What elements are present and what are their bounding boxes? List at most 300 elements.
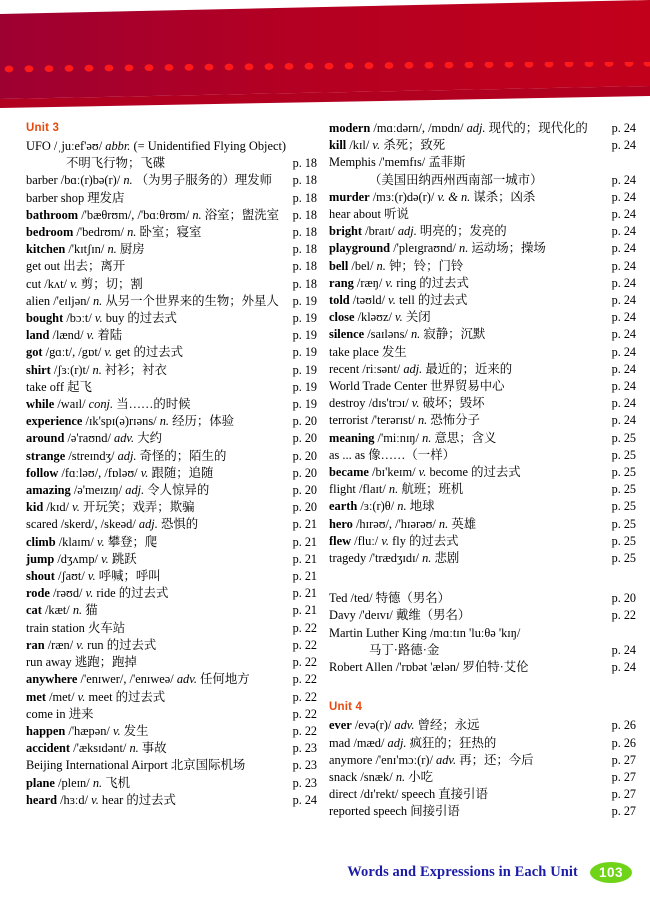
entry-part-of-speech: v. [77, 689, 86, 704]
unit-heading-unit-4: Unit 4 [329, 701, 363, 714]
entry-part-of-speech: v. [76, 637, 84, 652]
unit-heading-unit-3: Unit 3 [26, 122, 60, 134]
entry-headword: happen [26, 723, 66, 738]
entry-page-reference: p. 27 [611, 752, 636, 767]
entry-phonetic: /bɑː(r)bə(r)/ [60, 173, 121, 188]
entry-phonetic: /bel/ [351, 258, 374, 273]
entry-part-of-speech: v. [86, 328, 95, 343]
entry-text [329, 430, 496, 447]
entry-text [26, 448, 226, 465]
glossary-entry [26, 792, 317, 809]
entry-page-reference: p. 20 [292, 431, 317, 446]
entry-phonetic: /'miːnɪŋ/ [377, 430, 419, 445]
entry-headword: strange [26, 448, 66, 463]
entry-text [329, 607, 470, 624]
entry-headword: bedroom [26, 225, 74, 240]
entry-headword: Davy [329, 608, 356, 623]
entry-phonetic: /'hæpən/ [68, 723, 110, 738]
entry-gloss: 恐怖分子 [430, 413, 480, 428]
entry-headword: direct [329, 787, 358, 802]
entry-part-of-speech: v. [72, 500, 80, 515]
entry-phonetic: /fluː/ [354, 533, 379, 548]
entry-gloss: 世界贸易中心 [430, 379, 505, 394]
entry-gloss: 航班；班机 [401, 482, 464, 497]
entry-gloss: 出去；离开 [63, 259, 126, 274]
entry-text [26, 757, 245, 774]
entry-part-of-speech: v. [91, 792, 99, 807]
entry-part-of-speech: n. [422, 430, 432, 445]
entry-text [26, 413, 234, 430]
entry-headword: mad [329, 735, 351, 750]
entry-headword: shout [26, 569, 55, 584]
entry-gloss: 关闭 [405, 310, 431, 325]
name-list-spacer [329, 567, 636, 590]
entry-gloss: 不明飞行物；飞碟 [66, 156, 166, 171]
entry-headword: cat [26, 603, 42, 618]
entry-headword: Beijing International Airport [26, 758, 168, 773]
entry-page-reference: p. 26 [611, 718, 636, 733]
glossary-entry [26, 396, 317, 413]
glossary-entry [329, 223, 636, 240]
entry-part-of-speech: n. [92, 362, 102, 377]
glossary-entry [329, 378, 636, 395]
entry-text [26, 499, 194, 516]
entry-phonetic: /'bæθrʊm/, /'bɑːθrʊm/ [81, 207, 190, 222]
glossary-entry [26, 516, 317, 533]
entry-part-of-speech: n. [417, 413, 428, 428]
entry-headword: experience [26, 414, 83, 429]
entry-phonetic: /pleɪn/ [58, 775, 90, 790]
entry-headword: bathroom [26, 207, 79, 222]
entry-phonetic: /rəʊd/ [52, 586, 83, 601]
entry-phonetic: /ə'meɪzɪŋ/ [73, 483, 123, 498]
entry-gloss: 任何地方 [200, 672, 250, 687]
glossary-entry [26, 430, 317, 447]
entry-phonetic: /mɑːdərn/, /mɒdn/ [373, 121, 464, 135]
entry-part-of-speech: n. [410, 327, 421, 342]
entry-text [26, 740, 167, 757]
entry-text [329, 258, 463, 275]
entry-page-reference: p. 20 [611, 591, 636, 606]
entry-text [329, 344, 407, 361]
entry-part-of-speech: v. [94, 311, 103, 326]
entry-phonetic: /gɑːt/, /gɒt/ [45, 345, 102, 360]
entry-gloss: 跳跃 [111, 551, 137, 566]
entry-text [329, 206, 409, 223]
entry-headword: earth [329, 499, 358, 514]
entry-page-reference: p. 24 [611, 207, 636, 222]
entry-gloss: 呼喊；呼叫 [98, 569, 161, 584]
glossary-entry [26, 499, 317, 516]
entry-gloss: 寂静；沉默 [423, 327, 486, 342]
entry-text [26, 689, 165, 706]
glossary-entry [26, 327, 317, 344]
entry-page-reference: p. 27 [611, 787, 636, 802]
entry-gloss: 厨房 [119, 242, 145, 257]
entry-text [329, 786, 488, 803]
entry-headword: run away [26, 655, 72, 670]
entry-part-of-speech: adj. [466, 121, 486, 135]
entry-page-reference: p. 18 [292, 259, 317, 274]
entry-headword: cut [26, 276, 42, 291]
entry-headword: rode [26, 586, 50, 601]
entry-page-reference: p. 21 [292, 517, 317, 532]
entry-gloss: 间接引语 [410, 804, 460, 819]
entry-phonetic: /waɪl/ [57, 397, 86, 412]
entry-gloss: 经历；体验 [172, 414, 235, 429]
entry-phonetic: /'enɪwer/, /'enɪweə/ [80, 672, 174, 687]
entry-part-of-speech: adj. [397, 224, 417, 239]
entry-page-reference: p. 24 [611, 224, 636, 239]
page-footer [0, 859, 650, 885]
entry-page-reference: p. 25 [611, 499, 636, 514]
entry-phonetic: /bɔːt/ [66, 311, 92, 326]
entry-part-of-speech: adj. [138, 517, 158, 532]
entry-headword: plane [26, 775, 55, 790]
entry-headword: hear about [329, 207, 381, 222]
entry-headword: barber [26, 173, 58, 188]
entry-part-of-speech: v. & n. [437, 189, 471, 204]
entry-part-of-speech: n. [92, 293, 103, 308]
entry-headword: alien [26, 293, 51, 308]
entry-headword: modern [329, 121, 371, 135]
entry-headword: told [329, 293, 350, 308]
entry-part-of-speech: adv. [394, 718, 415, 733]
entry-phonetic: /met/ [49, 689, 75, 704]
entry-text [329, 717, 480, 734]
entry-gloss: 事故 [141, 741, 167, 756]
entry-headword: train station [26, 620, 85, 635]
entry-phonetic: /'terərɪst/ [371, 413, 415, 428]
glossary-entry [26, 620, 317, 637]
entry-text [329, 189, 535, 206]
entry-part-of-speech: v. [385, 275, 394, 290]
entry-gloss: 再；还；今后 [459, 752, 534, 767]
entry-page-reference: p. 25 [611, 533, 636, 548]
entry-headword: destroy [329, 396, 366, 411]
entry-text [26, 190, 124, 207]
banner-dot-row [0, 62, 650, 76]
entry-part-of-speech: adj. [125, 483, 145, 498]
entry-phonetic: /ted/ [350, 591, 373, 606]
entry-phonetic: /ɪk'spɪ(ə)rɪəns/ [85, 414, 157, 429]
entry-headword: silence [329, 327, 365, 342]
glossary-entry [26, 585, 317, 602]
entry-gloss: 疯狂的；狂热的 [409, 735, 497, 750]
entry-phonetic: /dɪs'trɔɪ/ [368, 396, 409, 411]
entry-text [26, 671, 250, 688]
entry-gloss: （为男子服务的）理发师 [135, 173, 273, 188]
entry-page-reference: p. 23 [292, 758, 317, 773]
entry-phonetic: /saɪləns/ [367, 327, 408, 342]
entry-text [329, 378, 505, 395]
entry-phonetic: /kʌt/ [44, 276, 67, 291]
entry-phonetic: /mɑːtɪn 'luːθə 'kɪŋ/ [429, 625, 521, 640]
entry-text [26, 706, 93, 723]
glossary-entry [26, 138, 317, 155]
glossary-entry [329, 430, 636, 447]
entry-phonetic: /braɪt/ [365, 224, 395, 239]
entry-gloss: 杀死；致死 [383, 138, 446, 153]
entry-gloss: 理发店 [87, 190, 125, 205]
entry-page-reference: p. 24 [611, 642, 636, 657]
entry-page-reference: p. 24 [611, 241, 636, 256]
entry-page-reference: p. 24 [611, 172, 636, 187]
entry-phonetic: /mæd/ [353, 735, 385, 750]
entry-text [26, 207, 279, 224]
entry-page-reference: p. 25 [611, 551, 636, 566]
entry-headword: barber shop [26, 190, 85, 205]
entry-phonetic: /ʃaʊt/ [58, 569, 85, 584]
entry-headword: while [26, 397, 55, 412]
entry-text [26, 379, 92, 396]
entry-phonetic: /streɪndʒ/ [68, 448, 115, 463]
entry-text [329, 172, 542, 189]
entry-phonetic: /evə(r)/ [354, 718, 392, 733]
entry-phonetic: /'trædʒɪdɪ/ [369, 551, 419, 566]
entry-headword: kitchen [26, 242, 66, 257]
glossary-entry [329, 137, 636, 154]
entry-text [329, 769, 433, 786]
entry-page-reference: p. 24 [611, 275, 636, 290]
entry-phonetic: /ræŋ/ [356, 275, 383, 290]
glossary-entry [329, 395, 636, 412]
glossary-entry [329, 326, 636, 343]
entry-part-of-speech: v. [395, 310, 403, 325]
entry-headword: World Trade Center [329, 379, 428, 394]
entry-page-reference: p. 20 [292, 414, 317, 429]
entry-text [26, 258, 125, 275]
entry-text [26, 155, 165, 172]
entry-page-reference: p. 24 [611, 344, 636, 359]
glossary-entry [329, 292, 636, 309]
glossary-entry [329, 607, 636, 624]
entry-headword: come in [26, 706, 66, 721]
entry-page-reference: p. 18 [292, 156, 317, 171]
glossary-entry [26, 207, 317, 224]
entry-text [26, 362, 167, 379]
entry-headword: anywhere [26, 672, 78, 687]
entry-phonetic: /ˌjuːef'əʊ/ [53, 139, 103, 153]
entry-headword: accident [26, 741, 71, 756]
glossary-entry [26, 190, 317, 207]
entry-gloss: 着陆 [97, 328, 123, 343]
entry-phonetic: /snæk/ [360, 769, 393, 784]
entry-text [329, 275, 469, 292]
entry-page-reference: p. 22 [292, 689, 317, 704]
entry-page-reference: p. 23 [292, 741, 317, 756]
entry-gloss: 猫 [85, 603, 98, 618]
entry-page-reference: p. 20 [292, 500, 317, 515]
entry-headword: heard [26, 792, 57, 807]
entry-phonetic: /hɜːd/ [60, 792, 89, 807]
entry-phonetic: /mɜː(r)də(r)/ [372, 189, 435, 204]
entry-gloss: become 的过去式 [429, 465, 521, 480]
glossary-entry [329, 154, 636, 171]
entry-gloss: 北京国际机场 [170, 758, 246, 773]
entry-page-reference: p. 24 [611, 189, 636, 204]
entry-headword: jump [26, 551, 55, 566]
entry-part-of-speech: v. [70, 276, 78, 291]
banner-red-shape [0, 0, 650, 120]
glossary-entry [329, 516, 636, 533]
entry-page-reference: p. 19 [292, 345, 317, 360]
entry-gloss: 发生 [123, 723, 149, 738]
entry-gloss: 开玩笑；戏弄；欺骗 [82, 500, 195, 515]
glossary-entry [329, 659, 636, 676]
entry-gloss: 衬衫；衬衣 [104, 362, 167, 377]
glossary-entry [26, 224, 317, 241]
entry-page-reference: p. 20 [292, 448, 317, 463]
glossary-entry [26, 379, 317, 396]
unit4-entry-list [329, 717, 636, 820]
entry-part-of-speech: v. [87, 569, 96, 584]
entry-part-of-speech: v. [85, 586, 94, 601]
glossary-entry [329, 786, 636, 803]
glossary-entry [329, 172, 636, 189]
entry-part-of-speech: n. [376, 258, 386, 273]
entry-headword: tragedy [329, 551, 367, 566]
glossary-entry [26, 568, 317, 585]
entry-part-of-speech: v. [418, 465, 427, 480]
glossary-entry [329, 642, 636, 659]
entry-text [329, 752, 534, 769]
entry-gloss: 起飞 [67, 379, 92, 394]
entry-part-of-speech: n. [159, 414, 169, 429]
entry-phonetic: /'pleɪgraʊnd/ [393, 241, 456, 256]
entry-headword: meaning [329, 430, 375, 445]
glossary-entry [329, 120, 636, 137]
entry-text [26, 568, 161, 585]
entry-headword: snack [329, 769, 358, 784]
entry-phonetic: /təʊld/ [352, 293, 386, 308]
entry-page-reference: p. 21 [292, 603, 317, 618]
entry-page-reference: p. 21 [292, 534, 317, 549]
entry-gloss: 奇怪的；陌生的 [139, 448, 227, 463]
entry-page-reference: p. 23 [292, 775, 317, 790]
glossary-entry [329, 464, 636, 481]
entry-headword: became [329, 465, 369, 480]
glossary-entry [329, 498, 636, 515]
glossary-entry [26, 757, 317, 774]
entry-phonetic: /ə'raʊnd/ [67, 431, 111, 446]
entry-part-of-speech: adj. [117, 448, 137, 463]
entry-headword: murder [329, 189, 370, 204]
entry-text [329, 309, 431, 326]
entry-phonetic: /kɪl/ [349, 138, 370, 153]
right-column [325, 120, 650, 850]
entry-text [329, 361, 512, 378]
entry-page-reference: p. 21 [292, 551, 317, 566]
unit4-spacer [329, 676, 636, 699]
entry-headword: kill [329, 138, 347, 153]
entry-page-reference: p. 24 [611, 121, 636, 135]
entry-headword: flight [329, 482, 356, 497]
entry-text [26, 241, 145, 258]
left-column [0, 120, 325, 850]
entry-gloss: 地球 [409, 499, 435, 514]
glossary-entry [329, 206, 636, 223]
entry-phonetic: /ɜː(r)θ/ [360, 499, 395, 514]
entry-gloss: 小吃 [408, 769, 433, 784]
entry-headword: recent [329, 361, 360, 376]
entry-text [329, 464, 521, 481]
entry-text [26, 396, 191, 413]
entry-page-reference: p. 26 [611, 735, 636, 750]
entry-part-of-speech: adj. [387, 735, 407, 750]
entry-gloss: 恐惧的 [160, 517, 199, 532]
entry-part-of-speech: v. [381, 533, 390, 548]
entry-text [26, 344, 183, 361]
entry-part-of-speech: adv. [436, 752, 457, 767]
entry-gloss: meet 的过去式 [88, 689, 166, 704]
entry-gloss: speech 直接引语 [401, 787, 488, 802]
entry-phonetic: /kæt/ [44, 603, 70, 618]
entry-text [26, 585, 168, 602]
glossary-entry [26, 276, 317, 293]
entry-page-reference: p. 18 [292, 225, 317, 240]
entry-text [26, 430, 162, 447]
entry-gloss: 飞机 [105, 775, 130, 790]
glossary-entry [329, 258, 636, 275]
glossary-entry [26, 172, 317, 189]
entry-page-reference: p. 22 [292, 706, 317, 721]
glossary-body [0, 120, 650, 850]
entry-phonetic: /'memfɪs/ [378, 155, 426, 170]
entry-gloss: 攀登；爬 [107, 534, 158, 549]
entry-phonetic: /bɪ'keɪm/ [372, 465, 416, 480]
entry-text [329, 395, 485, 412]
entry-part-of-speech: conj. [88, 397, 114, 412]
entry-page-reference: p. 24 [611, 379, 636, 394]
entry-gloss: 跟随；追随 [151, 465, 214, 480]
glossary-entry [329, 735, 636, 752]
entry-gloss: 火车站 [87, 620, 126, 635]
entry-gloss: buy 的过去式 [105, 311, 177, 326]
entry-part-of-speech: n. [123, 173, 133, 188]
entry-gloss: 从另一个世界来的生物；外星人 [105, 293, 279, 308]
entry-text [26, 775, 130, 792]
entry-page-reference: p. 24 [292, 792, 317, 807]
entry-part-of-speech: n. [395, 769, 406, 784]
glossary-entry [26, 689, 317, 706]
entry-part-of-speech: adj. [403, 361, 423, 376]
entry-page-reference: p. 22 [611, 608, 636, 623]
entry-text [26, 293, 279, 310]
glossary-entry [329, 344, 636, 361]
glossary-entry [329, 769, 636, 786]
glossary-entry [26, 723, 317, 740]
entry-phonetic: /'kɪtʃɪn/ [68, 242, 105, 257]
entry-part-of-speech: n. [129, 741, 139, 756]
glossary-entry [26, 551, 317, 568]
entry-phonetic: /dɪ'rekt/ [360, 787, 399, 802]
entry-text [329, 240, 546, 257]
entry-text [329, 803, 460, 820]
entry-phonetic: /'eɪljən/ [53, 293, 90, 308]
entry-page-reference: p. 20 [292, 465, 317, 480]
entry-page-reference: p. 18 [292, 190, 317, 205]
entry-gloss: 悲剧 [434, 551, 460, 566]
entry-part-of-speech: adv. [176, 672, 197, 687]
entry-gloss: run 的过去式 [87, 637, 157, 652]
glossary-entry [329, 240, 636, 257]
entry-text [26, 637, 156, 654]
entry-phonetic: /'enɪ'mɔː(r)/ [375, 752, 433, 767]
entry-gloss: 英雄 [451, 516, 477, 531]
entry-text [26, 224, 201, 241]
entry-headword: get out [26, 259, 61, 274]
